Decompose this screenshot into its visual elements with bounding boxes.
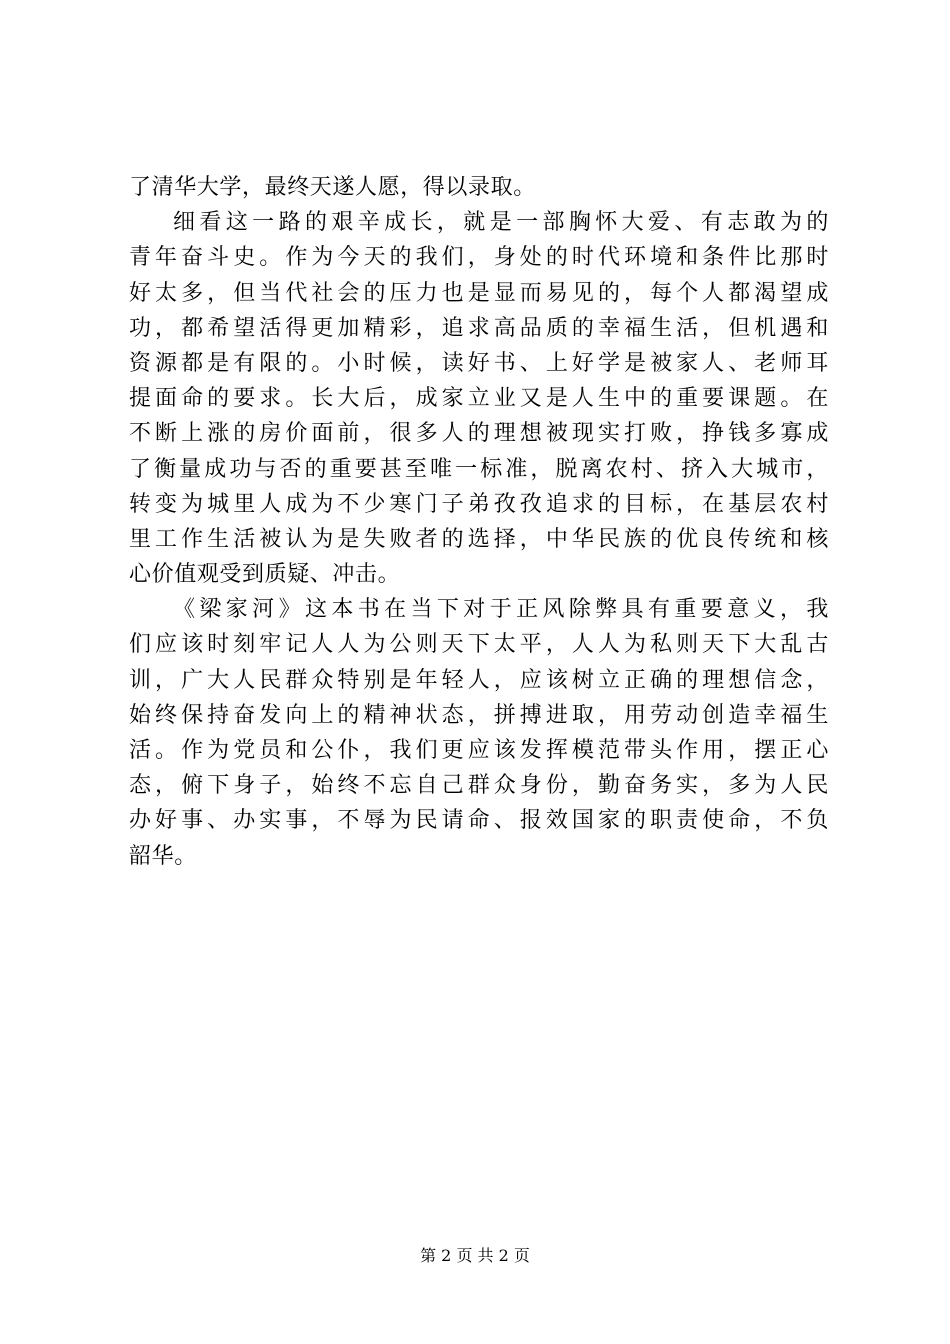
paragraph-2-line-9: 转变为城里人成为不少寒门子弟孜孜追求的目标，在基层农村 bbox=[129, 491, 829, 517]
paragraph-3-line-3: 训，广大人民群众特别是年轻人，应该树立正确的理想信念， bbox=[129, 667, 829, 693]
paragraph-2-line-11: 心价值观受到质疑、冲击。 bbox=[129, 562, 401, 588]
page-footer bbox=[0, 1246, 950, 1266]
paragraph-2-line-6: 提面命的要求。长大后，成家立业又是人生中的重要课题。在 bbox=[129, 386, 829, 412]
page-number-label: 第 2 页 共 2 页 bbox=[420, 1246, 530, 1265]
paragraph-2-line-2: 青年奋斗史。作为今天的我们，身处的时代环境和条件比那时 bbox=[129, 245, 829, 271]
paragraph-1-line-1: 了清华大学，最终天遂人愿，得以录取。 bbox=[129, 175, 536, 200]
paragraph-2-line-1: 细看这一路的艰辛成长，就是一部胸怀大爱、有志敢为的 bbox=[173, 210, 829, 236]
paragraph-3-line-1: 《梁家河》这本书在当下对于正风除弊具有重要意义，我 bbox=[173, 597, 829, 623]
body-text bbox=[129, 170, 829, 874]
paragraph-3-line-8: 韶华。 bbox=[129, 843, 197, 869]
paragraph-2-line-3: 好太多，但当代社会的压力也是显而易见的，每个人都渴望成 bbox=[129, 280, 829, 306]
paragraph-3-line-4: 始终保持奋发向上的精神状态，拼搏进取，用劳动创造幸福生 bbox=[129, 702, 829, 728]
paragraph-3-line-6: 态，俯下身子，始终不忘自己群众身份，勤奋务实，多为人民 bbox=[129, 773, 829, 799]
paragraph-2-line-5: 资源都是有限的。小时候，读好书、上好学是被家人、老师耳 bbox=[129, 350, 829, 376]
paragraph-2-line-4: 功，都希望活得更加精彩，追求高品质的幸福生活，但机遇和 bbox=[129, 315, 829, 341]
paragraph-3-line-2: 们应该时刻牢记人人为公则天下太平，人人为私则天下大乱古 bbox=[129, 632, 829, 658]
paragraph-3-line-5: 活。作为党员和公仆，我们更应该发挥模范带头作用，摆正心 bbox=[129, 738, 829, 763]
paragraph-2-line-10: 里工作生活被认为是失败者的选择，中华民族的优良传统和核 bbox=[129, 526, 829, 552]
paragraph-2-line-8: 了衡量成功与否的重要甚至唯一标准，脱离农村、挤入大城市， bbox=[129, 456, 829, 482]
paragraph-2-line-7: 不断上涨的房价面前，很多人的理想被现实打败，挣钱多寡成 bbox=[129, 421, 829, 447]
paragraph-3-line-7: 办好事、办实事，不辱为民请命、报效国家的职责使命，不负 bbox=[129, 808, 829, 834]
